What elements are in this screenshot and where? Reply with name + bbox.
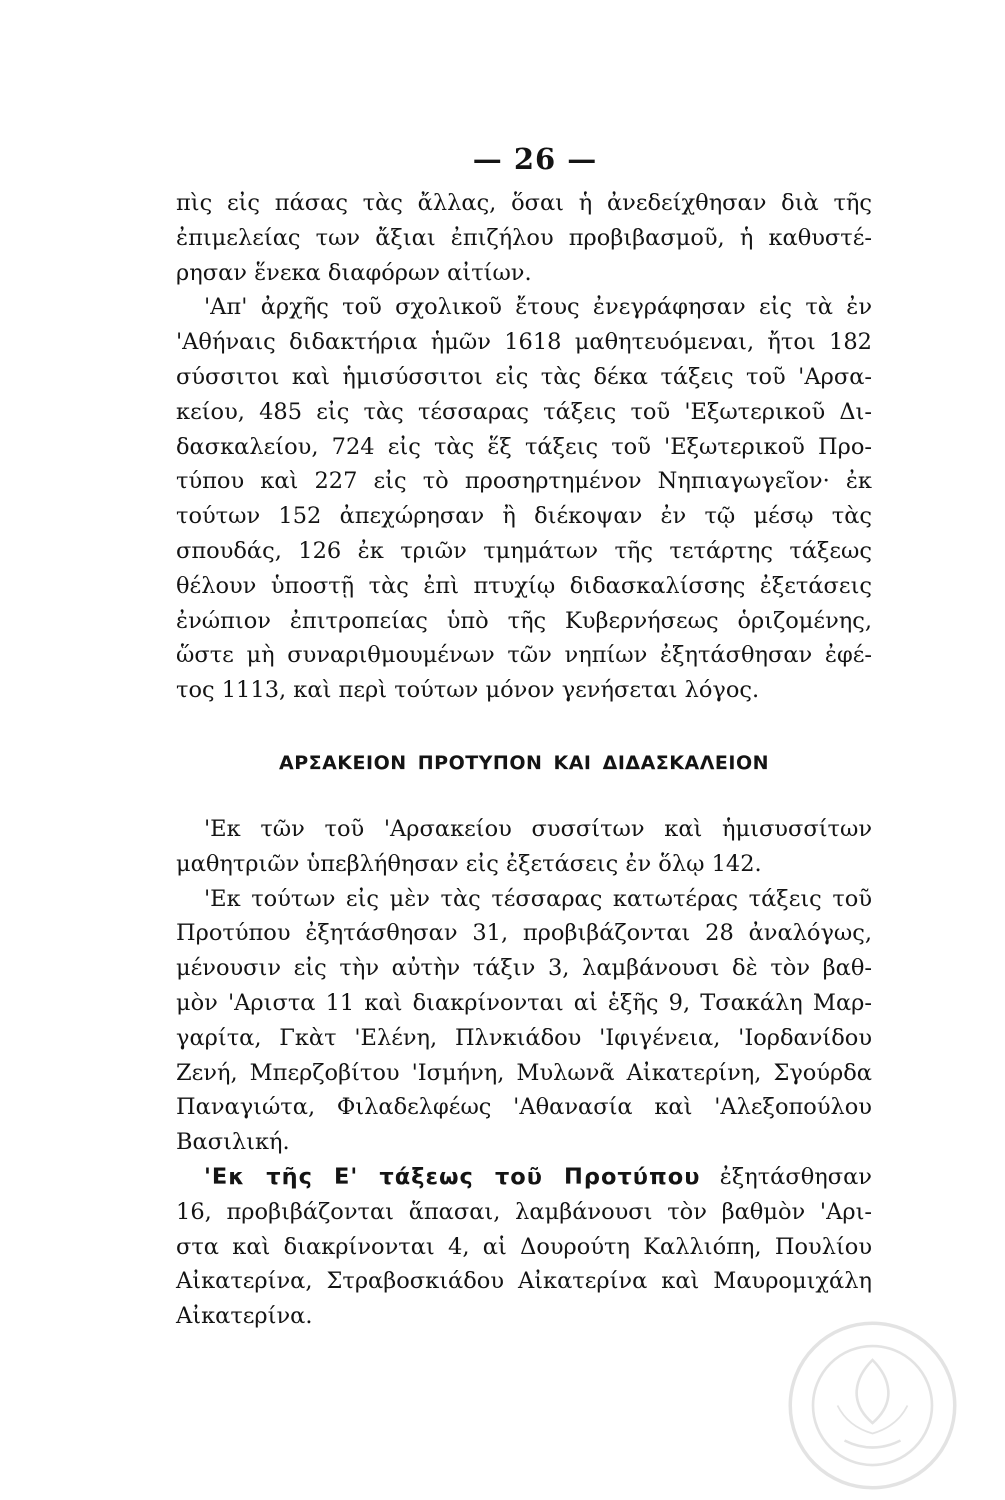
text-line: 'Απ' ἀρχῆς τοῦ σχολικοῦ ἔτους ἐνεγράφησαν εἰς τὰ ἐν — [204, 294, 872, 321]
text-line: Παναγιώτα, Φιλαδελφέως 'Αθανασία καὶ 'Αλεξοπούλου — [176, 1094, 872, 1121]
text-line: Αἰκατερίνα, Στραβοσκιάδου Αἰκατερίνα καὶ Μαυρομιχάλη — [176, 1268, 872, 1295]
text-line: γαρίτα, Γκὰτ 'Ελένη, Πλνκιάδου 'Ιφιγένεια, 'Ιορδανίδου — [176, 1024, 872, 1051]
text-line: ἐνώπιον ἐπιτροπείας ὑπὸ τῆς Κυβερνήσεως ὁριζομένης, — [176, 607, 872, 634]
text-line: σπουδάς, 126 ἐκ τριῶν τμημάτων τῆς τετάρτης τάξεως — [176, 537, 872, 564]
text-line: Βασιλική. — [176, 1129, 290, 1156]
text-line: 16, προβιβάζονται ἅπασαι, λαμβάνουσι τὸν βαθμὸν 'Αρι- — [176, 1198, 872, 1225]
university-seal-icon — [785, 1318, 960, 1493]
text-line: Αἰκατερίνα. — [176, 1303, 313, 1330]
text-line: μὸν 'Αριστα 11 καὶ διακρίνονται αἱ ἑξῆς 9, Τσακάλη Μαρ- — [176, 989, 872, 1016]
text-line: τος 1113, καὶ περὶ τούτων μόνον γενήσεται λόγος. — [176, 677, 760, 704]
text-line: 'Εκ τῶν τοῦ 'Αρσακείου συσσίτων καὶ ἡμισυσσίτων — [204, 816, 872, 842]
text-line: ὥστε μὴ συναριθμουμένων τῶν νηπίων ἐξητάσθησαν ἐφέ- — [176, 642, 872, 669]
text-line: ἐπιμελείας των ἄξιαι ἐπιζήλου προβιβασμοῦ, ἡ καθυστέ- — [176, 224, 872, 251]
text-line: μαθητριῶν ὑπεβλήθησαν εἰς ἐξετάσεις ἐν ὅλῳ 142. — [176, 850, 762, 877]
text-line: στα καὶ διακρίνονται 4, αἱ Δουρούτη Καλλιόπη, Πουλίου — [176, 1233, 872, 1260]
text-line: θέλουν ὑποστῇ τὰς ἐπὶ πτυχίῳ διδασκαλίσσης ἐξετάσεις — [176, 572, 872, 599]
text-line: τύπου καὶ 227 εἰς τὸ προσηρτημένον Νηπιαγωγεῖον· ἐκ — [176, 468, 872, 495]
text-line: δασκαλείου, 724 εἰς τὰς ἕξ τάξεις τοῦ 'Εξωτερικοῦ Προ- — [176, 433, 872, 460]
text-line: ρησαν ἕνεκα διαφόρων αἰτίων. — [176, 259, 532, 286]
intro-paragraphs — [176, 186, 872, 708]
text-line: κείου, 485 εἰς τὰς τέσσαρας τάξεις τοῦ 'Εξωτερικοῦ Δι- — [176, 398, 872, 425]
text-line: Προτύπου ἐξητάσθησαν 31, προβιβάζονται 28 ἀναλόγως, — [176, 920, 872, 947]
lead-rest-text: ἐξητάσθησαν — [719, 1163, 872, 1190]
text-line: πὶς εἰς πάσας τὰς ἄλλας, ὅσαι ἡ ἀνεδείχθησαν διὰ τῆς — [176, 190, 872, 216]
text-line: τούτων 152 ἀπεχώρησαν ἢ διέκοψαν ἐν τῷ μέσῳ τὰς — [176, 503, 872, 530]
section-heading: ΑΡΣΑΚΕΙΟΝ ΠΡΟΤΥΠΟΝ ΚΑΙ ΔΙΔΑΣΚΑΛΕΙΟΝ — [278, 752, 770, 774]
text-line: μένουσιν εἰς τὴν αὐτὴν τάξιν 3, λαμβάνουσι δὲ τὸν βαθ- — [176, 955, 872, 982]
text-line: 'Εκ τούτων εἰς μὲν τὰς τέσσαρας κατωτέρας τάξεις τοῦ — [204, 885, 872, 912]
page-number: — 26 — — [472, 142, 598, 176]
text-line: σύσσιτοι καὶ ἡμισύσσιτοι εἰς τὰς δέκα τάξεις τοῦ 'Αρσα- — [176, 363, 872, 390]
text-line: Ζενή, Μπερζοβίτου 'Ισμήνη, Μυλωνᾶ Αἰκατερίνη, Σγούρδα — [176, 1059, 872, 1086]
text-line: 'Αθήναις διδακτήρια ἡμῶν 1618 μαθητευόμεναι, ἤτοι 182 — [176, 329, 872, 356]
text-line-lead — [176, 1160, 872, 1195]
bold-lead-text: 'Εκ τῆς Ε' τάξεως τοῦ Προτύπου — [204, 1163, 701, 1190]
section-paragraphs — [176, 812, 872, 1334]
